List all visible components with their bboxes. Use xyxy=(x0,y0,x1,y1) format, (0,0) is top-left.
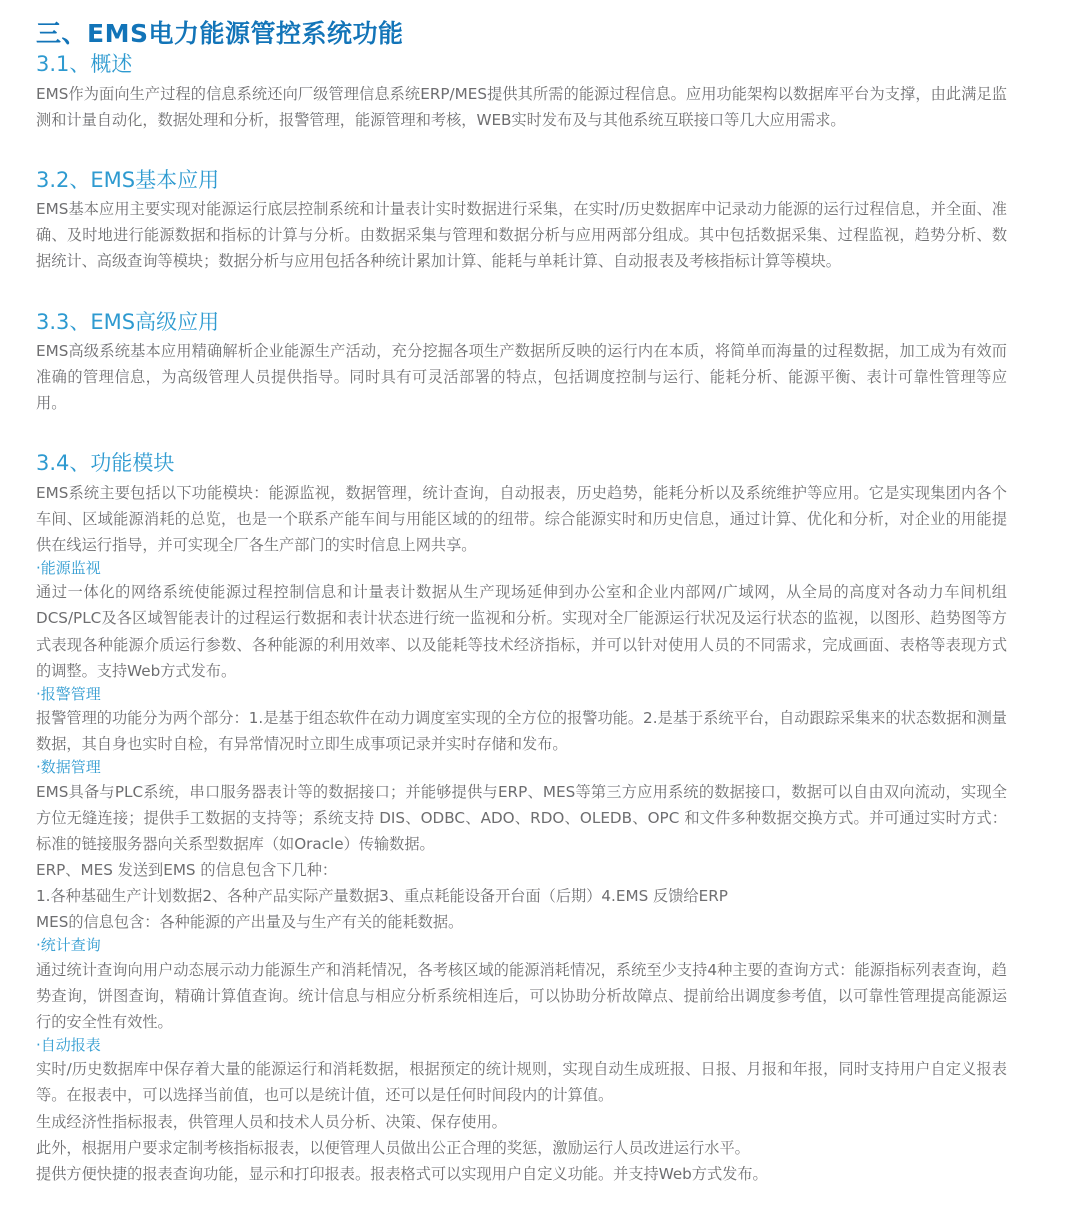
subsection-paragraph-data-management-2: ERP、MES 发送到EMS 的信息包含下几种： xyxy=(36,861,338,879)
subsection-heading-alarm-management: ·报警管理 xyxy=(36,684,101,703)
section-paragraph-3-1: EMS作为面向生产过程的信息系统还向厂级管理信息系统ERP/MES提供其所需的能源过程信息。应用功能架构以数据库平台为支撑，由此满足监测和计量自动化，数据处理和分析，报警管理，能源管理和考核，WEB实时发布及与其他系统互联接口等几大应用需求。 xyxy=(36,84,1007,129)
subsection-heading-auto-report: ·自动报表 xyxy=(36,1036,101,1055)
subsection-paragraph-statistics-query: 通过统计查询向用户动态展示动力能源生产和消耗情况，各考核区域的能源消耗情况，系统至少支持4种主要的查询方式：能源指标列表查询，趋势查询，饼图查询，精确计算值查询。统计信息与相应分析系统相连后，可以协助分析故障点、提前给出调度参考值，以可靠性管理提高能源运行的安全性有效性。 xyxy=(36,960,1007,1031)
spacer xyxy=(36,275,1007,309)
page-title: 三、EMS电力能源管控系统功能 xyxy=(36,19,404,48)
section-heading-3-1: 3.1、概述 xyxy=(36,52,133,77)
subsection-paragraph-data-management-1: EMS具备与PLC系统，串口服务器表计等的数据接口；并能够提供与ERP、MES等第三方应用系统的数据接口，数据可以自由双向流动，实现全方位无缝连接；提供手工数据的支持等；系统支持 DIS、ODBC、ADO、RDO、OLEDB、OPC 和文件多种数据交换方式。并可通过实时方式：标准的链接服务器向关系型数据库（如Oracle）传输数据。 xyxy=(36,782,1007,853)
subsection-heading-data-management: ·数据管理 xyxy=(36,758,101,777)
subsection-paragraph-auto-report-2: 生成经济性指标报表，供管理人员和技术人员分析、决策、保存使用。 xyxy=(36,1112,507,1131)
subsection-paragraph-auto-report-4: 提供方便快捷的报表查询功能，显示和打印报表。报表格式可以实现用户自定义功能。并支持Web方式发布。 xyxy=(36,1164,768,1183)
section-heading-3-3: 3.3、EMS高级应用 xyxy=(36,309,220,334)
subsection-heading-energy-monitoring: ·能源监视 xyxy=(36,558,101,577)
spacer xyxy=(36,416,1007,450)
section-paragraph-3-4: EMS系统主要包括以下功能模块：能源监视，数据管理，统计查询，自动报表，历史趋势，能耗分析以及系统维护等应用。它是实现集团内各个车间、区域能源消耗的总览，也是一个联系产能车间与用能区域的的纽带。综合能源实时和历史信息，通过计算、优化和分析，对企业的用能提供在线运行指导，并可实现全厂各生产部门的实时信息上网共享。 xyxy=(36,483,1007,554)
subsection-paragraph-auto-report-1: 实时/历史数据库中保存着大量的能源运行和消耗数据，根据预定的统计规则，实现自动生成班报、日报、月报和年报，同时支持用户自定义报表等。在报表中，可以选择当前值，也可以是统计值，还可以是任何时间段内的计算值。 xyxy=(36,1060,1007,1105)
section-paragraph-3-3: EMS高级系统基本应用精确解析企业能源生产活动，充分挖掘各项生产数据所反映的运行内在本质，将简单而海量的过程数据，加工成为有效而准确的管理信息，为高级管理人员提供指导。同时具有可灵活部署的特点，包括调度控制与运行、能耗分析、能源平衡、表计可靠性管理等应用。 xyxy=(36,341,1007,413)
subsection-paragraph-data-management-4: MES的信息包含：各种能源的产出量及与生产有关的能耗数据。 xyxy=(36,913,464,932)
subsection-paragraph-alarm-management: 报警管理的功能分为两个部分：1.是基于组态软件在动力调度室实现的全方位的报警功能。2.是基于系统平台，自动跟踪采集来的状态数据和测量数据，其自身也实时自检，有异常情况时立即生成事项记录并实时存储和发布。 xyxy=(36,709,1007,754)
section-heading-3-4: 3.4、功能模块 xyxy=(36,451,175,476)
section-paragraph-3-2: EMS基本应用主要实现对能源运行底层控制系统和计量表计实时数据进行采集，在实时/历史数据库中记录动力能源的运行过程信息，并全面、准确、及时地进行能源数据和指标的计算与分析。由数据采集与管理和数据分析与应用两部分组成。其中包括数据采集、过程监视，趋势分析、数据统计、高级查询等模块；数据分析与应用包括各种统计累加计算、能耗与单耗计算、自动报表及考核指标计算等模块。 xyxy=(36,200,1007,271)
subsection-heading-statistics-query: ·统计查询 xyxy=(36,936,101,955)
subsection-paragraph-auto-report-3: 此外，根据用户要求定制考核指标报表，以便管理人员做出公正合理的奖惩，激励运行人员改进运行水平。 xyxy=(36,1138,750,1157)
subsection-paragraph-data-management-3: 1.各种基础生产计划数据2、各种产品实际产量数据3、重点耗能设备开台面（后期）4.EMS 反馈给ERP xyxy=(36,887,728,906)
spacer xyxy=(36,133,1007,167)
section-heading-3-2: 3.2、EMS基本应用 xyxy=(36,167,220,192)
subsection-paragraph-energy-monitoring: 通过一体化的网络系统使能源过程控制信息和计量表计数据从生产现场延伸到办公室和企业内部网/广域网，从全局的高度对各动力车间机组DCS/PLC及各区域智能表计的过程运行数据和表计状态进行统一监视和分析。实现对全厂能源运行状况及运行状态的监视，以图形、趋势图等方式表现各种能源介质运行参数、各种能源的利用效率、以及能耗等技术经济指标，并可以针对使用人员的不同需求，完成画面、表格等表现方式的调整。支持Web方式发布。 xyxy=(36,583,1007,680)
